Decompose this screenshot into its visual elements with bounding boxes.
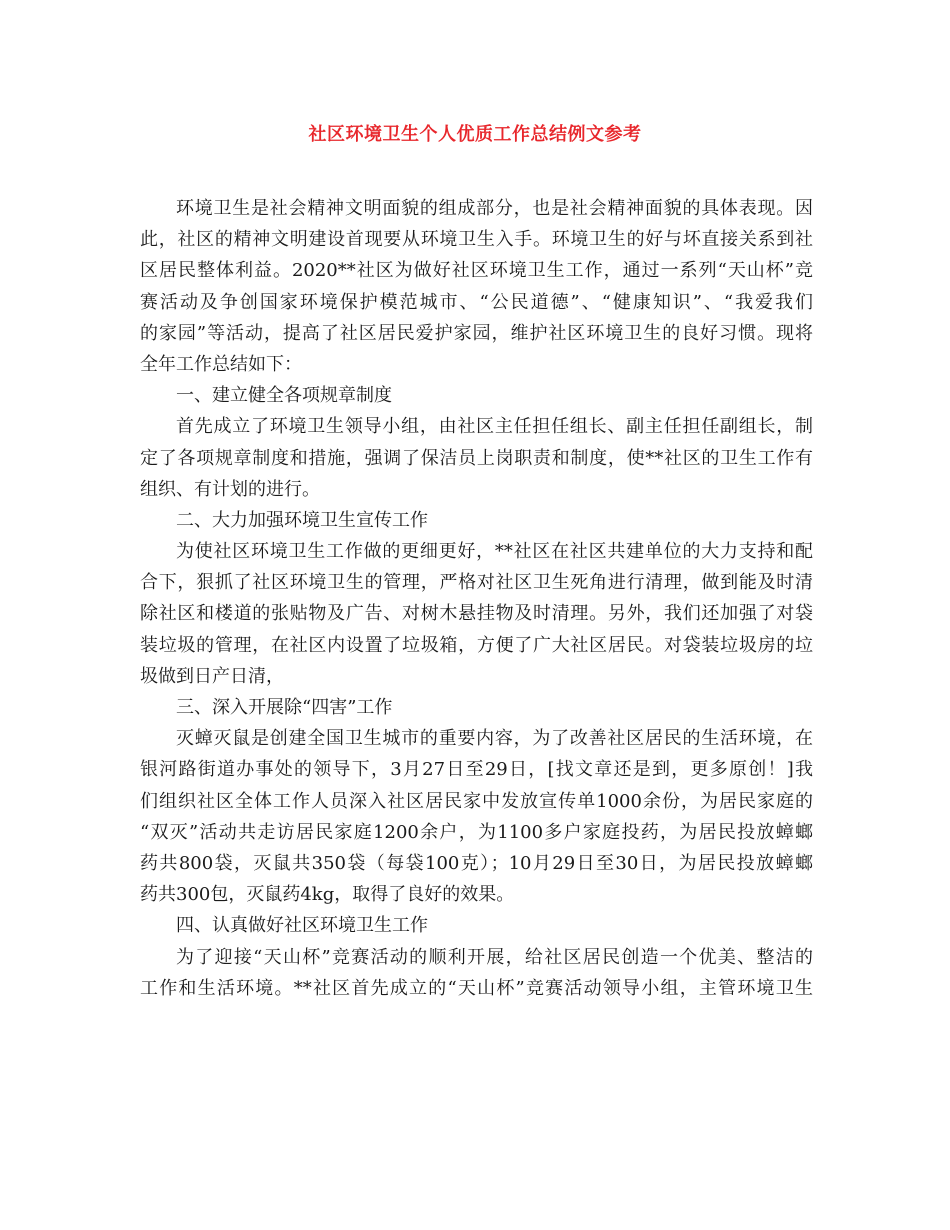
paragraph-line xyxy=(140,661,813,692)
paragraph-line xyxy=(140,723,813,754)
line-text: 们组织社区全体工作人员深入社区居民家中发放宣传单1000余份，为居民家庭的 xyxy=(140,790,813,812)
line-text: 首先成立了环境卫生领导小组，由社区主任担任组长、副主任担任副组长，制 xyxy=(176,416,813,438)
line-text: 一、建立健全各项规章制度 xyxy=(176,385,392,407)
document-title: 社区环境卫生个人优质工作总结例文参考 xyxy=(308,124,642,145)
line-text: 灭蟑灭鼠是创建全国卫生城市的重要内容，为了改善社区居民的生活环境，在 xyxy=(176,728,813,750)
line-text: “双灭”活动共走访居民家庭1200余户，为1100多户家庭投药，为居民投放蟑螂 xyxy=(140,821,813,843)
line-text: 工作和生活环境。**社区首先成立的“天山杯”竞赛活动领导小组，主管环境卫生 xyxy=(140,977,813,999)
paragraph-line xyxy=(140,411,813,442)
paragraph-line xyxy=(140,942,813,973)
line-text: 定了各项规章制度和措施，强调了保洁员上岗职责和制度，使**社区的卫生工作有 xyxy=(140,447,813,469)
line-text: 三、深入开展除“四害”工作 xyxy=(176,697,393,718)
paragraph-line xyxy=(140,567,813,598)
line-text: 除社区和楼道的张贴物及广告、对树木悬挂物及时清理。另外，我们还加强了对袋 xyxy=(140,603,813,625)
paragraph-line xyxy=(140,318,813,349)
paragraph-line xyxy=(140,630,813,661)
section-heading xyxy=(140,380,813,411)
line-text: 赛活动及争创国家环境保护模范城市、“公民道德”、“健康知识”、“我爱我们 xyxy=(140,291,813,313)
line-text: 装垃圾的管理，在社区内设置了垃圾箱，方便了广大社区居民。对袋装垃圾房的垃 xyxy=(140,634,813,656)
line-text: 全年工作总结如下： xyxy=(140,353,302,375)
paragraph-line xyxy=(140,536,813,567)
line-text: 环境卫生是社会精神文明面貌的组成部分，也是社会精神面貌的具体表现。因 xyxy=(176,198,813,219)
section-heading xyxy=(140,505,813,536)
paragraph-line xyxy=(140,786,813,817)
paragraph-line xyxy=(140,848,813,879)
line-text: 为了迎接“天山杯”竞赛活动的顺利开展，给社区居民创造一个优美、整洁的 xyxy=(176,946,813,968)
paragraph-line xyxy=(140,443,813,474)
paragraph-line xyxy=(140,973,813,1004)
paragraph-line xyxy=(140,598,813,629)
line-text: 二、大力加强环境卫生宣传工作 xyxy=(176,509,428,531)
paragraph-line xyxy=(140,255,813,286)
line-text: 合下，狠抓了社区环境卫生的管理，严格对社区卫生死角进行清理，做到能及时清 xyxy=(140,572,813,594)
line-text: 银河路街道办事处的领导下，3月27日至29日，[找文章还是到，更多原创！]我 xyxy=(140,759,813,781)
paragraph-line xyxy=(140,287,813,318)
line-text: 四、认真做好社区环境卫生工作 xyxy=(176,915,428,937)
line-text: 圾做到日产日清， xyxy=(140,665,284,687)
line-text: 药共800袋，灭鼠共350袋（每袋100克）；10月29日至30日，为居民投放蟑螂 xyxy=(140,852,813,874)
section-heading xyxy=(140,692,813,723)
paragraph-line xyxy=(140,879,813,910)
line-text: 组织、有计划的进行。 xyxy=(140,478,320,500)
document-body xyxy=(140,193,813,1004)
paragraph-line xyxy=(140,224,813,255)
paragraph-line xyxy=(140,193,813,224)
line-text: 的家园”等活动，提高了社区居民爱护家园，维护社区环境卫生的良好习惯。现将 xyxy=(140,322,813,344)
paragraph-line xyxy=(140,754,813,785)
paragraph-line xyxy=(140,349,813,380)
paragraph-line xyxy=(140,474,813,505)
line-text: 为使社区环境卫生工作做的更细更好，**社区在社区共建单位的大力支持和配 xyxy=(176,541,813,563)
line-text: 此，社区的精神文明建设首现要从环境卫生入手。环境卫生的好与坏直接关系到社 xyxy=(140,229,813,251)
line-text: 区居民整体利益。2020**社区为做好社区环境卫生工作，通过一系列“天山杯”竞 xyxy=(140,260,813,282)
paragraph-line xyxy=(140,817,813,848)
section-heading xyxy=(140,910,813,941)
line-text: 药共300包，灭鼠药4kg，取得了良好的效果。 xyxy=(140,884,515,906)
